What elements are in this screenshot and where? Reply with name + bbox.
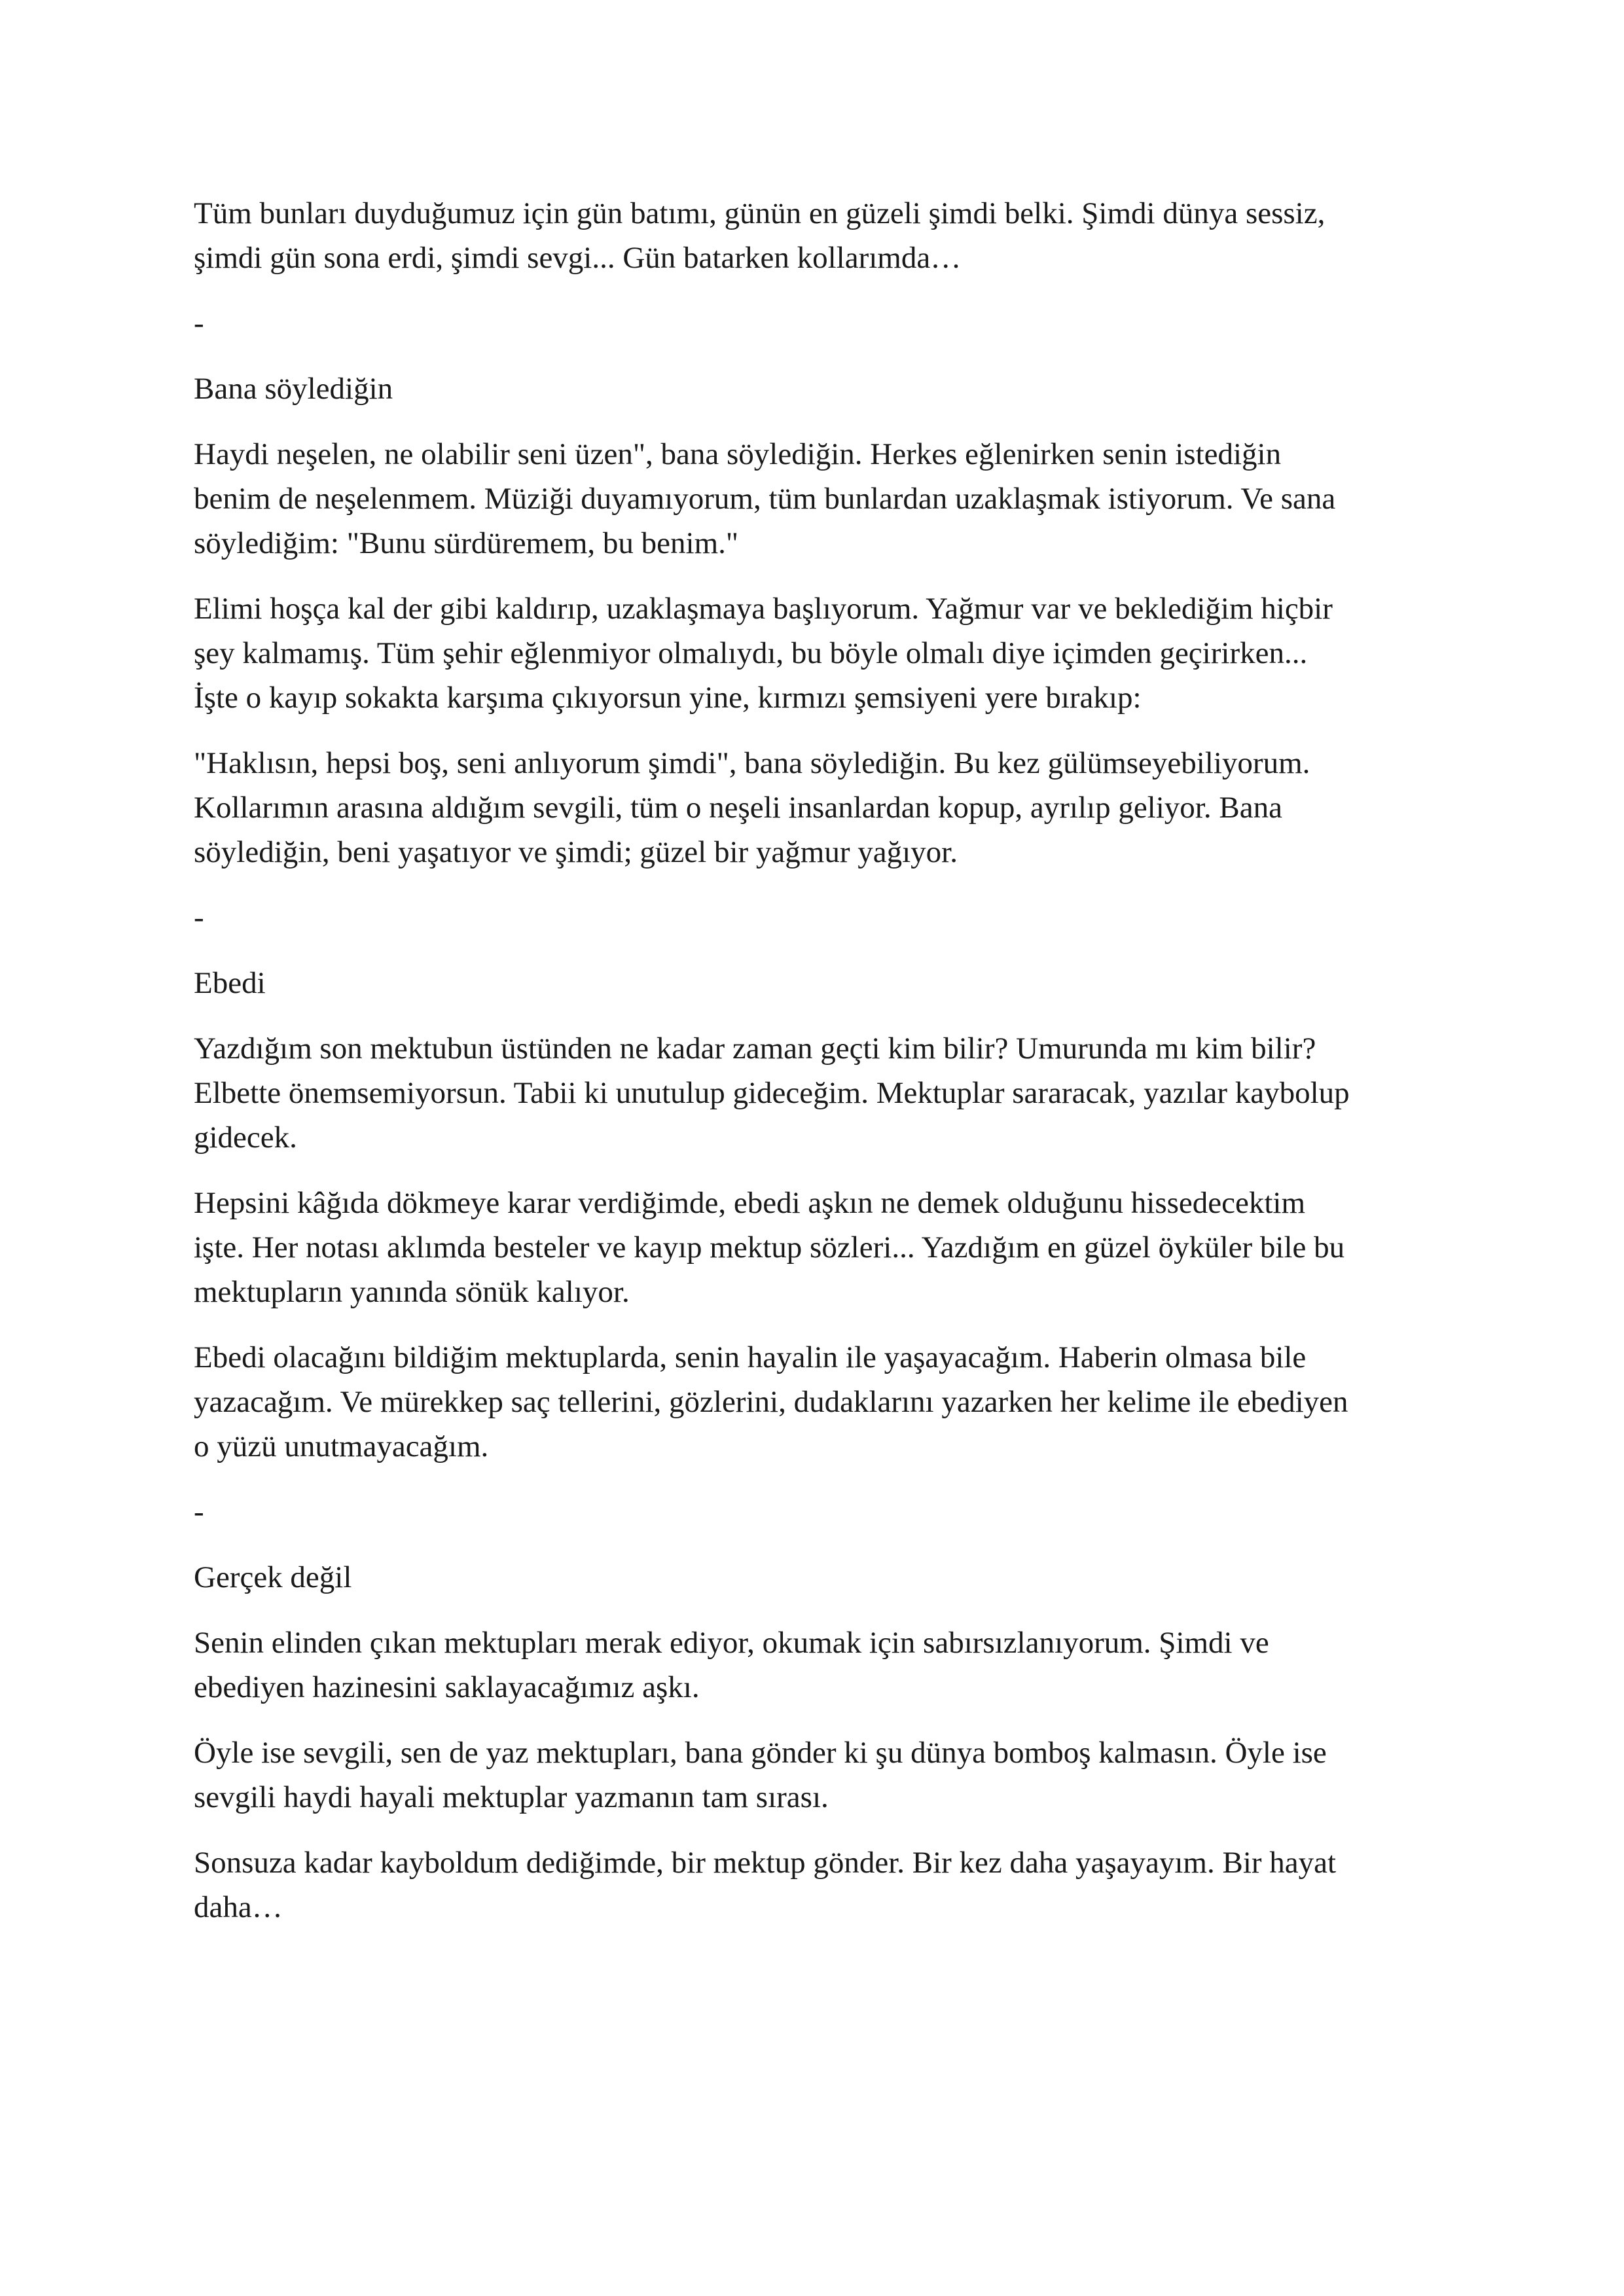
text-line: "Haklısın, hepsi boş, seni anlıyorum şimdi", bana söylediğin. Bu kez gülümseyebiliyorum. [194,746,1310,780]
text-line: Ebedi olacağını bildiğim mektuplarda, senin hayalin ile yaşayacağım. Haberin olmasa bile [194,1340,1307,1374]
text-line: işte. Her notası aklımda besteler ve kayıp mektup sözleri... Yazdığım en güzel öyküler bile bu [194,1230,1345,1265]
paragraph [194,191,1441,280]
text-line: İşte o kayıp sokakta karşıma çıkıyorsun yine, kırmızı şemsiyeni yere bırakıp: [194,681,1142,715]
text-line: Hepsini kâğıda dökmeye karar verdiğimde, ebedi aşkın ne demek olduğunu hissedecektim [194,1186,1306,1220]
text-line: Elbette önemsemiyorsun. Tabii ki unutulup gideceğim. Mektuplar sararacak, yazılar kaybolup [194,1076,1350,1110]
section-separator [194,895,1441,940]
text-line: o yüzü unutmayacağım. [194,1429,489,1463]
text-line: Elimi hoşça kal der gibi kaldırıp, uzaklaşmaya başlıyorum. Yağmur var ve beklediğim hiçbir [194,592,1333,626]
text-line: şimdi gün sona erdi, şimdi sevgi... Gün batarken kollarımda… [194,241,962,275]
text-line: Senin elinden çıkan mektupları merak ediyor, okumak için sabırsızlanıyorum. Şimdi ve [194,1626,1269,1660]
text-line: Bana söylediğin [194,372,393,406]
text-line: söylediğin, beni yaşatıyor ve şimdi; güzel bir yağmur yağıyor. [194,835,958,869]
text-line: gidecek. [194,1121,297,1155]
text-line: Haydi neşelen, ne olabilir seni üzen", bana söylediğin. Herkes eğlenirken senin istediğin [194,437,1282,471]
text-line: benim de neşelenmem. Müziği duyamıyorum, tüm bunlardan uzaklaşmak istiyorum. Ve sana [194,482,1336,516]
paragraph [194,1731,1441,1820]
text-line: yazacağım. Ve mürekkep saç tellerini, gözlerini, dudaklarını yazarken her kelime ile ebediyen [194,1385,1348,1419]
text-line: mektupların yanında sönük kalıyor. [194,1275,630,1309]
text-line: - [194,901,204,935]
document-body [194,191,1441,1929]
text-line: - [194,1495,204,1529]
section-heading [194,1555,1441,1600]
paragraph [194,1335,1441,1469]
section-separator [194,301,1441,346]
text-line: Gerçek değil [194,1560,352,1594]
text-line: Ebedi [194,966,266,1000]
text-line: Tüm bunları duyduğumuz için gün batımı, günün en güzeli şimdi belki. Şimdi dünya sessiz, [194,196,1326,230]
paragraph [194,586,1441,720]
text-line: - [194,306,204,340]
paragraph [194,1026,1441,1160]
paragraph [194,1621,1441,1710]
text-line: Sonsuza kadar kayboldum dediğimde, bir mektup gönder. Bir kez daha yaşayayım. Bir hayat [194,1846,1337,1880]
paragraph [194,1840,1441,1929]
text-line: ebediyen hazinesini saklayacağımız aşkı. [194,1670,700,1704]
text-line: Kollarımın arasına aldığım sevgili, tüm o neşeli insanlardan kopup, ayrılıp geliyor. Bana [194,791,1282,825]
paragraph [194,432,1441,565]
paragraph [194,741,1441,874]
section-separator [194,1490,1441,1534]
text-line: şey kalmamış. Tüm şehir eğlenmiyor olmalıydı, bu böyle olmalı diye içimden geçirirken... [194,636,1308,670]
paragraph [194,1181,1441,1314]
text-line: Yazdığım son mektubun üstünden ne kadar zaman geçti kim bilir? Umurunda mı kim bilir? [194,1031,1316,1066]
text-line: söylediğim: "Bunu sürdüremem, bu benim." [194,526,739,560]
text-line: sevgili haydi hayali mektuplar yazmanın tam sırası. [194,1780,829,1814]
text-line: daha… [194,1890,283,1924]
section-heading [194,367,1441,411]
text-line: Öyle ise sevgili, sen de yaz mektupları, bana gönder ki şu dünya bomboş kalmasın. Öyle ise [194,1736,1327,1770]
section-heading [194,961,1441,1005]
